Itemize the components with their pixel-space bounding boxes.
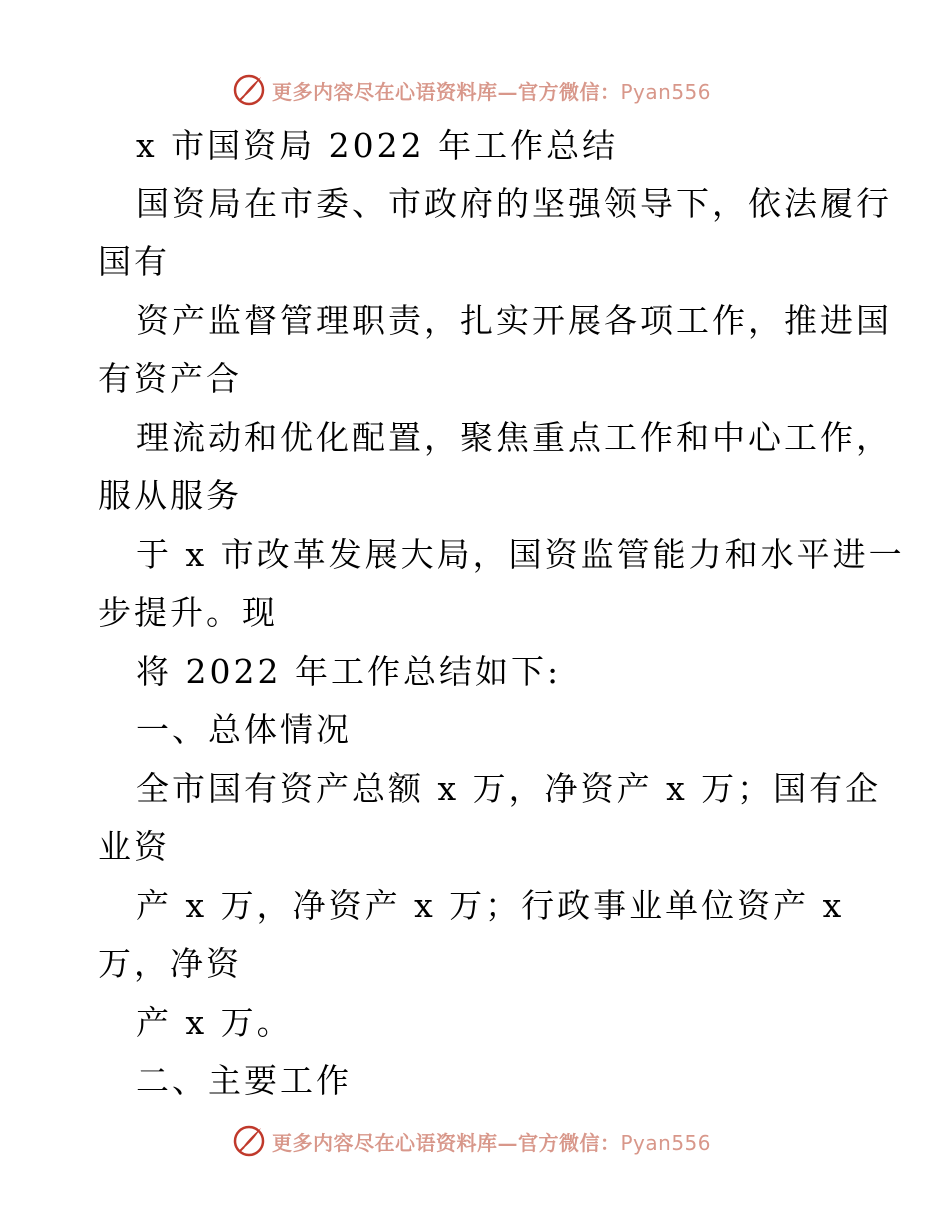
paragraph-line: 资产监督管理职责，扎实开展各项工作，推进国 (136, 301, 892, 340)
watermark-wechat-id: Pyan556 (620, 1130, 712, 1155)
watermark-footer (232, 1121, 711, 1161)
paragraph-line: 于 x 市改革发展大局，国资监管能力和水平进一 (136, 535, 905, 574)
paragraph-line: 国有 (98, 242, 170, 281)
watermark-main: 更多内容尽在心语资料库—官方微信： (272, 79, 621, 104)
paragraph-line: 产 x 万，净资产 x 万；行政事业单位资产 x (136, 886, 845, 925)
paragraph-line: 有资产合 (98, 359, 242, 398)
document-title: x 市国资局 2022 年工作总结 (136, 126, 619, 165)
paragraph-line: 业资 (98, 827, 170, 866)
paragraph-line: 服从服务 (98, 476, 242, 515)
paragraph-line: 全市国有资产总额 x 万，净资产 x 万；国有企 (136, 769, 882, 808)
section-heading: 一、总体情况 (136, 710, 352, 749)
section-heading: 二、主要工作 (136, 1061, 352, 1100)
paragraph-line: 将 2022 年工作总结如下: (136, 652, 562, 691)
quill-circle-icon (232, 1124, 266, 1158)
watermark-text (272, 1127, 711, 1156)
paragraph-line: 理流动和优化配置，聚焦重点工作和中心工作， (136, 418, 892, 457)
watermark-main: 更多内容尽在心语资料库—官方微信： (272, 1130, 621, 1155)
paragraph-line: 万，净资 (98, 944, 242, 983)
paragraph-line: 步提升。现 (98, 593, 278, 632)
paragraph-line: 产 x 万。 (136, 1003, 293, 1042)
paragraph-line: 国资局在市委、市政府的坚强领导下，依法履行 (136, 184, 892, 223)
watermark-wechat-id: Pyan556 (620, 79, 712, 104)
